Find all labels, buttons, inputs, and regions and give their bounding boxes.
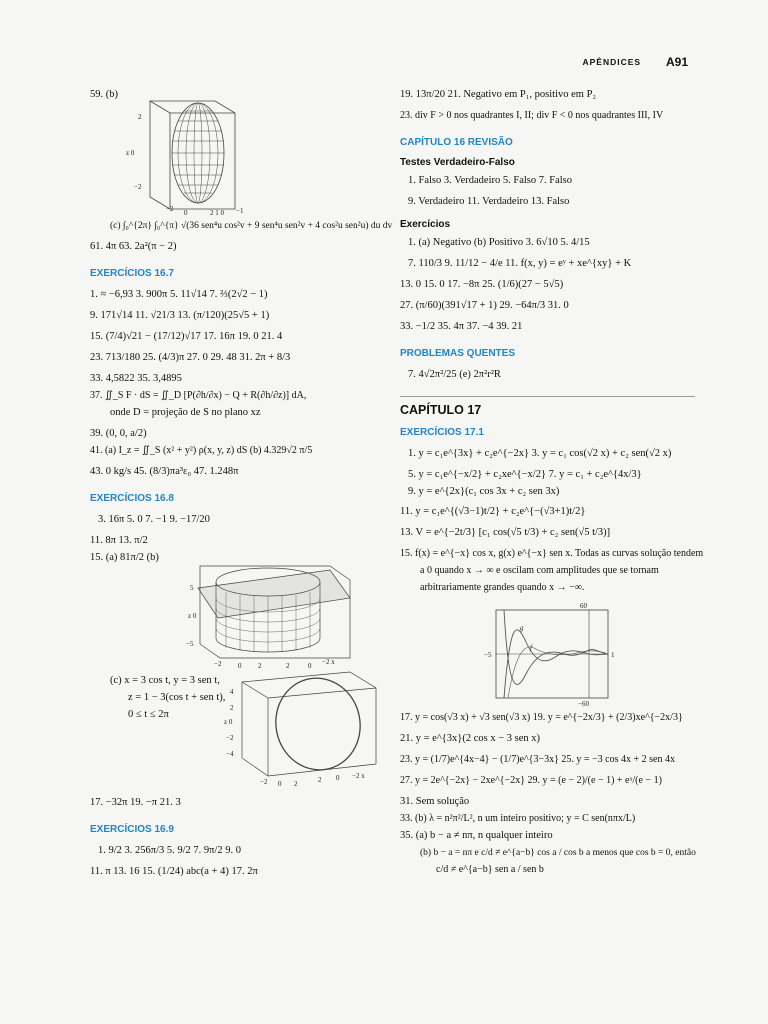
svg-text:0: 0 xyxy=(336,774,340,782)
answer-line: 1. (a) Negativo (b) Positivo 3. 6√10 5. 4/15 xyxy=(408,237,590,248)
answer-line: 17. y = cos(√3 x) + √3 sen(√3 x) 19. y = e^{−2x/3} + (2/3)xe^{−2x/3} xyxy=(400,712,683,723)
plot-xmin: −5 xyxy=(484,651,492,659)
svg-text:0: 0 xyxy=(308,662,312,670)
answer-line: 1. 9/2 3. 256π/3 5. 9/2 7. 9π/2 9. 0 xyxy=(98,845,242,856)
svg-text:0: 0 xyxy=(184,209,188,217)
svg-text:0: 0 xyxy=(238,662,242,670)
svg-text:z 0: z 0 xyxy=(224,718,233,726)
answer-line: 37. ∬_S F · dS = ∬_D [P(∂h/∂x) − Q + R(∂h/∂z)] dA, xyxy=(90,390,307,401)
answer-line: 13. 0 15. 0 17. −8π 25. (1/6)(27 − 5√5) xyxy=(400,279,564,290)
answer-line: 17. −32π 19. −π 21. 3 xyxy=(90,797,181,808)
answer-line: (c) x = 3 cos t, y = 3 sen t, xyxy=(110,675,220,686)
exercises-title: Exercícios xyxy=(400,219,451,230)
answer-line: 1. y = c₁e^{3x} + c₂e^{−2x} 3. y = c₁ cos(√2 x) + c₂ sen(√2 x) xyxy=(408,448,672,459)
answer-61-63: 61. 4π 63. 2a²(π − 2) xyxy=(90,241,177,252)
answer-line: 3. 16π 5. 0 7. −1 9. −17/20 xyxy=(98,514,210,525)
plot-ymax: 60 xyxy=(580,602,587,610)
answer-line: 15. (7/4)√21 − (17/12)√17 17. 16π 19. 0 21. 4 xyxy=(90,331,283,342)
svg-text:z 0: z 0 xyxy=(126,149,135,157)
answer-line: 9. 171√14 11. √21/3 13. (π/120)(25√5 + 1) xyxy=(90,310,270,321)
svg-text:2: 2 xyxy=(318,776,322,784)
answer-line: 9. Verdadeiro 11. Verdadeiro 13. Falso xyxy=(408,196,570,207)
section-16-8-title: EXERCÍCIOS 16.8 xyxy=(90,493,174,504)
answer-line: 5. y = c₁e^{−x/2} + c₂xe^{−x/2} 7. y = c₁ + c₂e^{4x/3} xyxy=(408,469,642,480)
answer-line: 9. y = e^{2x}(c₁ cos 3x + c₂ sen 3x) xyxy=(408,486,560,497)
answer-line: 13. V = e^{−2t/3} [c₁ cos(√5 t/3) + c₂ sen(√5 t/3)] xyxy=(400,527,611,538)
answer-59c: (c) ∫₀^{2π} ∫₀^{π} √(36 sen⁴u cos²v + 9 sen⁴u sen²v + 4 cos²u sen²u) du dv xyxy=(110,221,393,231)
answer-line: 21. y = e^{3x}(2 cos x − 3 sen x) xyxy=(400,733,540,744)
right-column xyxy=(400,88,704,884)
answer-line: 39. (0, 0, a/2) xyxy=(90,428,147,439)
svg-text:2: 2 xyxy=(294,780,298,788)
chapter-17-title: CAPÍTULO 17 xyxy=(400,396,695,417)
svg-text:−2: −2 xyxy=(260,778,268,786)
answer-16-8-15c xyxy=(90,674,390,792)
plot-ymin: −60 xyxy=(578,700,589,708)
section-16-9-title: EXERCÍCIOS 16.9 xyxy=(90,824,174,835)
answer-line: 33. (b) λ = n²π²/L², n um inteiro positivo; y = C sen(nπx/L) xyxy=(400,813,636,824)
answer-line: arbitrariamente grandes quando x → −∞. xyxy=(420,582,585,593)
true-false-title: Testes Verdadeiro-Falso xyxy=(400,157,515,168)
svg-text:−2: −2 xyxy=(166,205,174,213)
svg-text:0: 0 xyxy=(278,780,282,788)
answer-line: (b) b − a = nπ e c/d ≠ e^{a−b} cos a / cos b a menos que cos b = 0, então xyxy=(420,848,696,858)
page-number: A91 xyxy=(665,55,688,69)
answer-line: 35. (a) b − a ≠ nπ, n qualquer inteiro xyxy=(400,830,553,841)
answer-line: onde D = projeção de S no plano xz xyxy=(110,407,261,418)
answer-line: 1. Falso 3. Verdadeiro 5. Falso 7. Falso xyxy=(408,175,573,186)
answer-line: 31. Sem solução xyxy=(400,796,470,807)
svg-text:2: 2 xyxy=(230,704,234,712)
answer-line: 23. 713/180 25. (4/3)π 27. 0 29. 48 31. 2π + 8/3 xyxy=(90,352,291,363)
svg-text:−2: −2 xyxy=(134,183,142,191)
answer-line: 11. y = c₁e^{(√3−1)t/2} + c₂e^{−(√3+1)t/2} xyxy=(400,506,586,517)
chapter-16-review-title: CAPÍTULO 16 REVISÃO xyxy=(400,137,513,148)
answer-line: 7. 110/3 9. 11/12 − 4/e 11. f(x, y) = eʸ + xe^{xy} + K xyxy=(408,258,632,269)
section-title: APÊNDICES xyxy=(582,57,642,67)
answer-line: 0 ≤ t ≤ 2π xyxy=(128,709,169,720)
answer-line: c/d ≠ e^{a−b} sen a / sen b xyxy=(436,864,544,875)
circle-curve-figure xyxy=(220,668,390,786)
svg-text:2 1 0: 2 1 0 xyxy=(210,209,224,217)
svg-text:2: 2 xyxy=(258,662,262,670)
answer-line: z = 1 − 3(cos t + sen t), xyxy=(128,692,226,703)
answer-line: 15. f(x) = e^{−x} cos x, g(x) e^{−x} sen x. Todas as curvas solução tendem xyxy=(400,548,704,559)
svg-text:−2 x: −2 x xyxy=(352,772,365,780)
svg-text:2: 2 xyxy=(286,662,290,670)
section-16-7-title: EXERCÍCIOS 16.7 xyxy=(90,268,174,279)
answer-59b: 59. (b) xyxy=(90,89,118,100)
svg-text:−5: −5 xyxy=(186,640,194,648)
answer-line: 33. −1/2 35. 4π 37. −4 39. 21 xyxy=(400,321,523,332)
section-17-1-title: EXERCÍCIOS 17.1 xyxy=(400,427,484,438)
running-header xyxy=(582,55,688,69)
answer-line: 19. 13π/20 21. Negativo em P₁, positivo em P₂ xyxy=(400,89,597,100)
cylinder-plane-figure xyxy=(186,558,370,670)
answer-line: 15. (a) 81π/2 (b) xyxy=(90,552,159,563)
ellipsoid-figure xyxy=(120,91,250,219)
hot-problems-title: PROBLEMAS QUENTES xyxy=(400,348,516,359)
answer-line: 27. (π/60)(391√17 + 1) 29. −64π/3 31. 0 xyxy=(400,300,569,311)
plot-label-f: f xyxy=(530,644,532,652)
svg-text:5: 5 xyxy=(190,584,194,592)
answer-line: 11. 8π 13. π/2 xyxy=(90,535,148,546)
svg-text:−4: −4 xyxy=(226,750,234,758)
svg-text:4: 4 xyxy=(230,688,234,696)
solution-curves-plot xyxy=(482,602,622,707)
svg-text:−1: −1 xyxy=(236,207,244,215)
answer-line: 23. y = (1/7)e^{4x−4} − (1/7)e^{3−3x} 25. y = −3 cos 4x + 2 sen 4x xyxy=(400,754,675,765)
answer-line: 41. (a) I_z = ∬_S (x² + y²) ρ(x, y, z) dS (b) 4.329√2 π/5 xyxy=(90,445,313,456)
plot-label-g: g xyxy=(520,624,524,632)
svg-text:2: 2 xyxy=(138,113,142,121)
left-column xyxy=(90,88,393,886)
svg-text:−2 x: −2 x xyxy=(322,658,335,666)
svg-text:−2: −2 xyxy=(214,660,222,668)
plot-xmax: 1 xyxy=(611,651,615,659)
answer-line: 33. 4,5822 35. 3,4895 xyxy=(90,373,182,384)
answer-line: 43. 0 kg/s 45. (8/3)πa³ε₀ 47. 1.248π xyxy=(90,466,239,477)
answer-line: 27. y = 2e^{−2x} − 2xe^{−2x} 29. y = (e − 2)/(e − 1) + eˣ/(e − 1) xyxy=(400,775,662,786)
answer-line: 7. 4√2π²/25 (e) 2π²r²R xyxy=(408,369,501,380)
answer-line: 23. div F > 0 nos quadrantes I, II; div F < 0 nos quadrantes III, IV xyxy=(400,110,664,121)
answer-line: 1. ≈ −6,93 3. 900π 5. 11√14 7. ⅔(2√2 − 1) xyxy=(90,289,268,300)
answer-line: 11. π 13. 16 15. (1/24) abc(a + 4) 17. 2π xyxy=(90,866,258,877)
svg-text:−2: −2 xyxy=(226,734,234,742)
svg-text:z 0: z 0 xyxy=(188,612,197,620)
answer-line: a 0 quando x → ∞ e oscilam com amplitudes que se tornam xyxy=(420,565,659,576)
